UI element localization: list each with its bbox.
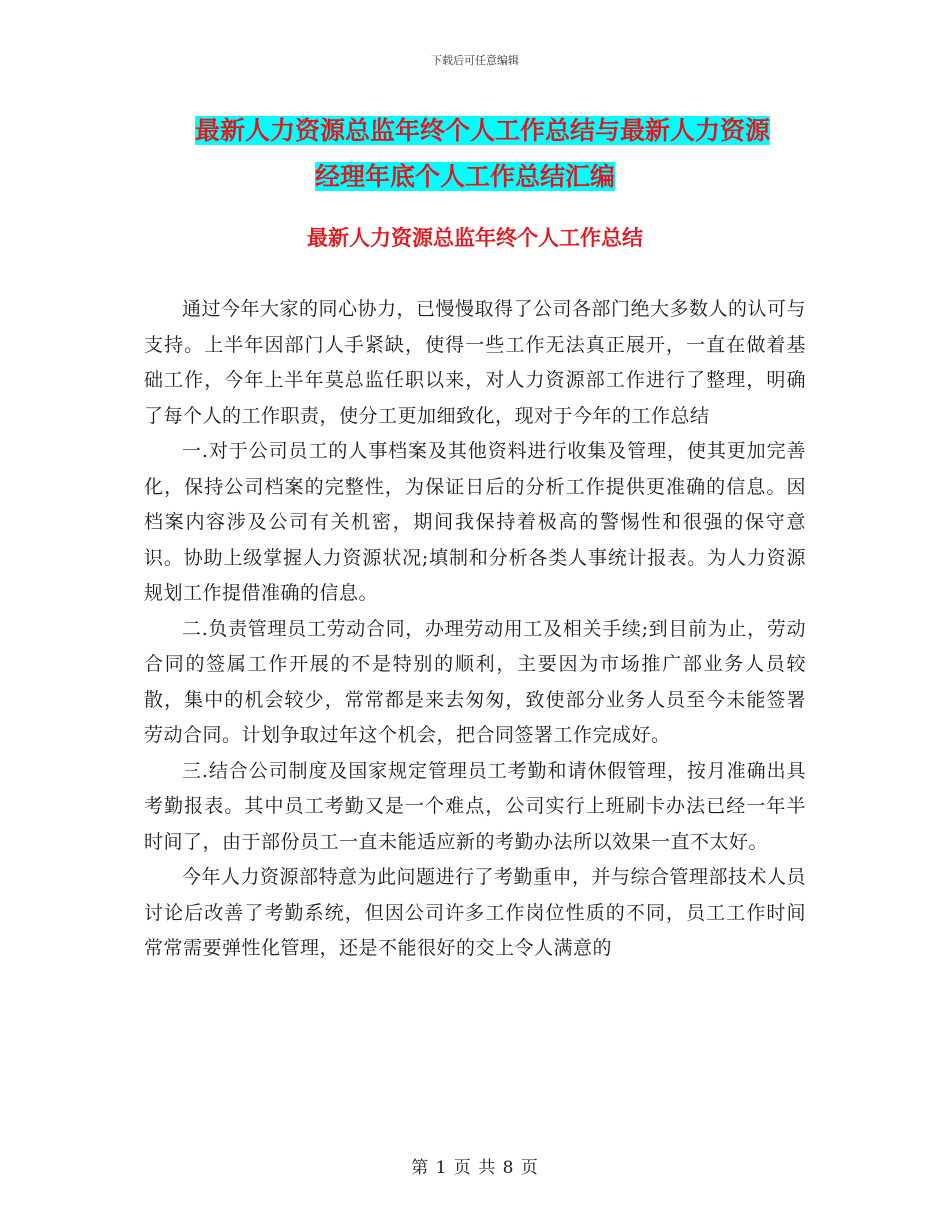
document-body — [144, 292, 806, 967]
document-title — [170, 108, 810, 200]
paragraph-item-1: 一.对于公司员工的人事档案及其他资料进行收集及管理，使其更加完善化，保持公司档案的完整性，为保证日后的分析工作提供更准确的信息。因档案内容涉及公司有关机密，期间我保持着极高的警惕性和很强的保守意识。协助上级掌握人力资源状况;填制和分析各类人事统计报表。为人力资源规划工作提借准确的信息。 — [144, 440, 806, 604]
page-header-note: 下载后可任意编辑 — [431, 54, 519, 67]
paragraph-item-3: 三.结合公司制度及国家规定管理员工考勤和请休假管理，按月准确出具考勤报表。其中员工考勤又是一个难点，公司实行上班刷卡办法已经一年半时间了，由于部份员工一直未能适应新的考勤办法所以效果一直不太好。 — [144, 759, 806, 853]
document-title-line-1: 最新人力资源总监年终个人工作总结与最新人力资源 — [195, 116, 771, 145]
paragraph-continuation: 今年人力资源部特意为此问题进行了考勤重申，并与综合管理部技术人员讨论后改善了考勤系统，但因公司许多工作岗位性质的不同，员工工作时间常常需要弹性化管理，还是不能很好的交上令人满意的 — [144, 866, 807, 959]
section-title: 最新人力资源总监年终个人工作总结 — [307, 226, 643, 250]
paragraph-item-2: 二.负责管理员工劳动合同，办理劳动用工及相关手续;到目前为止，劳动合同的签属工作开展的不是特别的顺利，主要因为市场推广部业务人员较散，集中的机会较少，常常都是来去匆匆，致使部分业务人员至今未能签署劳动合同。计划争取过年这个机会，把合同签署工作完成好。 — [144, 617, 806, 746]
paragraph-intro: 通过今年大家的同心协力，已慢慢取得了公司各部门绝大多数人的认可与支持。上半年因部门人手紧缺，使得一些工作无法真正展开，一直在做着基础工作，今年上半年莫总监任职以来，对人力资源部工作进行了整理，明确了每个人的工作职责，使分工更加细致化，现对于今年的工作总结 — [144, 298, 807, 427]
page-number: 第 1 页 共 8 页 — [411, 1158, 539, 1178]
document-title-line-2: 经理年底个人工作总结汇编 — [315, 162, 616, 191]
